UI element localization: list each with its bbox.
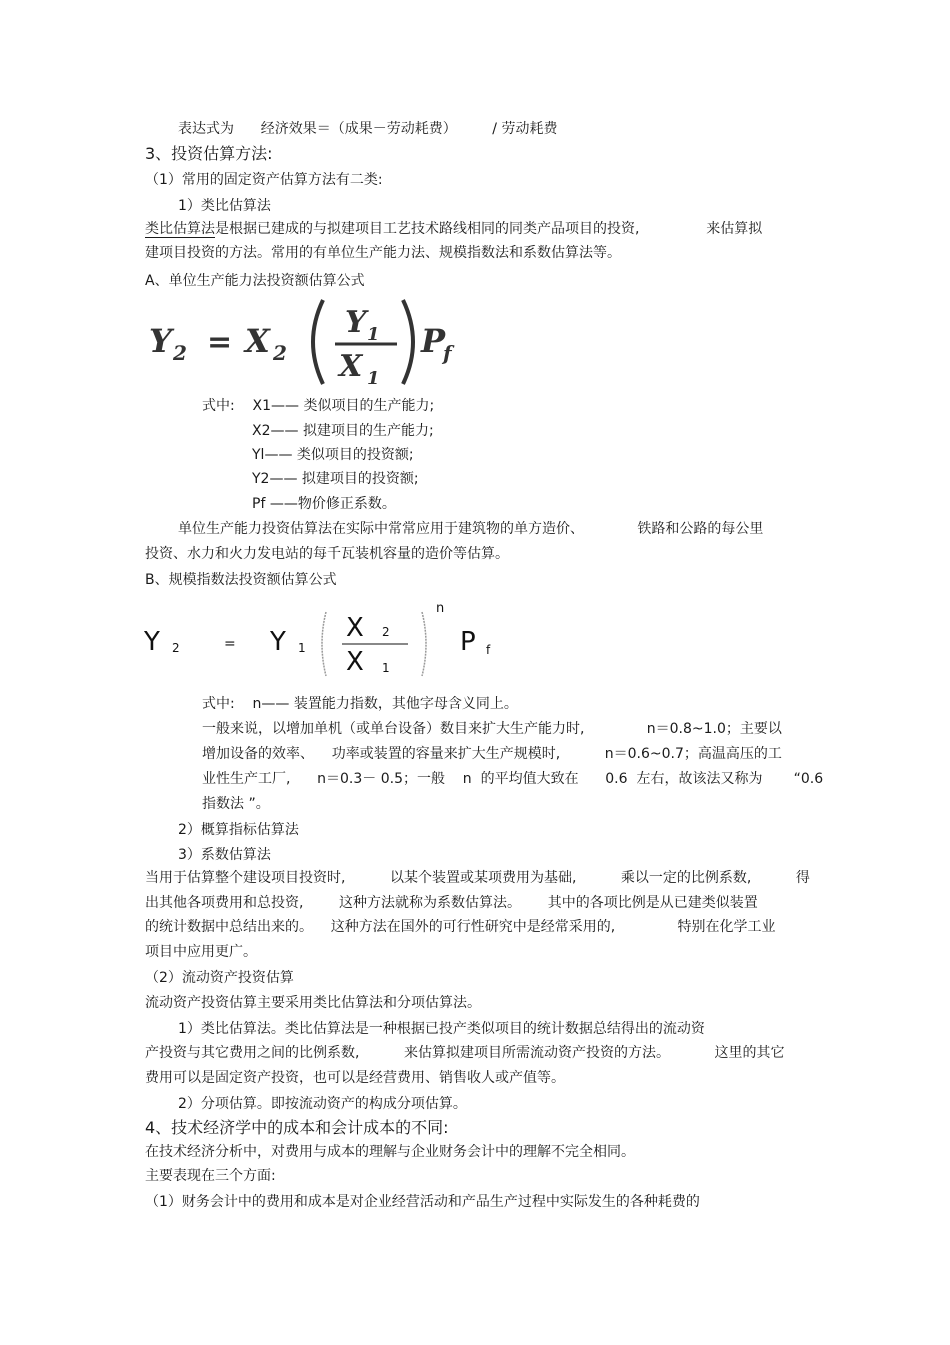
expression-line: 表达式为 经济效果＝（成果－劳动耗费） / 劳动耗费 — [178, 121, 558, 137]
formula-b-den: X — [346, 647, 364, 677]
formula-b-equals: = — [224, 636, 236, 652]
formula-a-num-sub: 1 — [367, 324, 380, 345]
subsection-heading: （1）常用的固定资产估算方法有二类: — [145, 172, 383, 188]
paragraph-line: 一般来说，以增加单机（或单台设备）数目来扩大生产能力时, n＝0.8~1.0；主要以 — [202, 721, 782, 737]
legend-line: Y2—— 拟建项目的投资额; — [252, 471, 419, 487]
formula-a-den: X — [339, 349, 363, 384]
formula-b-num: X — [346, 613, 364, 643]
paragraph-line: 当用于估算整个建设项目投资时, 以某个装置或某项费用为基础, 乘以一定的比例系数, 得 — [145, 870, 810, 886]
term-underlined: 类比估算法 — [145, 221, 215, 237]
paragraph-line: 出其他各项费用和总投资, 这种方法就称为系数估算法。 其中的各项比例是从已建类似装置 — [145, 895, 758, 911]
formula-a-heading: A、单位生产能力法投资额估算公式 — [145, 273, 365, 289]
formula-b-den-sub: 1 — [382, 661, 390, 675]
formula-b-p-sub: f — [486, 643, 491, 657]
formula-a-x-sub: 2 — [273, 341, 287, 365]
formula-b-lhs: Y — [144, 627, 160, 657]
paragraph-line: 增加设备的效率、 功率或装置的容量来扩大生产规模时, n＝0.6~0.7；高温高压的工 — [202, 746, 782, 762]
formula-a-right-paren — [403, 300, 413, 384]
method-heading: 3）系数估算法 — [178, 847, 271, 863]
formula-b-right-paren — [422, 612, 426, 676]
method-heading: 1）类比估算法 — [178, 198, 271, 214]
paragraph-line: 费用可以是固定资产投资，也可以是经营费用、销售收人或产值等。 — [145, 1070, 565, 1086]
formula-a-lhs: Y — [149, 322, 172, 360]
formula-a — [145, 296, 485, 388]
formula-b — [140, 598, 520, 684]
paragraph-text: 是根据已建成的与拟建项目工艺技术路线相同的同类产品项目的投资, 来估算拟 — [215, 221, 763, 237]
formula-a-equals: = — [207, 325, 233, 360]
formula-a-den-sub: 1 — [367, 368, 380, 388]
paragraph-line: （1）财务会计中的费用和成本是对企业经营活动和产品生产过程中实际发生的各种耗费的 — [145, 1194, 700, 1210]
paragraph-line: 流动资产投资估算主要采用类比估算法和分项估算法。 — [145, 995, 481, 1011]
formula-a-p: P — [421, 322, 446, 360]
paragraph-line: 在技术经济分析中，对费用与成本的理解与企业财务会计中的理解不完全相同。 — [145, 1144, 635, 1160]
legend-line: Yl—— 类似项目的投资额; — [252, 447, 414, 463]
formula-b-y-sub: 1 — [298, 641, 306, 655]
legend-line: X2—— 拟建项目的生产能力; — [252, 423, 434, 439]
paragraph-line: 投资、水力和火力发电站的每千瓦装机容量的造价等估算。 — [145, 546, 509, 562]
formula-a-num: Y — [345, 305, 367, 340]
paragraph-line: 产投资与其它费用之间的比例系数, 来估算拟建项目所需流动资产投资的方法。 这里的其它 — [145, 1045, 785, 1061]
formula-b-exp: n — [436, 601, 445, 616]
paragraph-line: 建项目投资的方法。常用的有单位生产能力法、规模指数法和系数估算法等。 — [145, 245, 621, 261]
formula-a-svg — [145, 296, 485, 388]
formula-b-svg — [140, 598, 520, 684]
paragraph-line: 1）类比估算法。类比估算法是一种根据已投产类似项目的统计数据总结得出的流动资 — [178, 1021, 705, 1037]
legend-line: 式中: X1—— 类似项目的生产能力; — [202, 398, 435, 414]
formula-a-lhs-sub: 2 — [173, 341, 187, 365]
formula-b-lhs-sub: 2 — [172, 641, 180, 655]
paragraph-line: 指数法 ”。 — [202, 796, 270, 812]
formula-a-p-sub: f — [443, 341, 452, 365]
legend-line: Pf ——物价修正系数。 — [252, 496, 396, 512]
paragraph-line: 的统计数据中总结出来的。 这种方法在国外的可行性研究中是经常采用的, 特别在化学工业 — [145, 919, 776, 935]
formula-b-p: P — [460, 627, 476, 657]
section-heading-3: 3、投资估算方法: — [145, 144, 273, 163]
paragraph-line — [145, 220, 762, 238]
formula-b-heading: B、规模指数法投资额估算公式 — [145, 572, 337, 588]
paragraph-line: 单位生产能力投资估算法在实际中常常应用于建筑物的单方造价、 铁路和公路的每公里 — [178, 521, 764, 537]
formula-b-left-paren — [322, 612, 326, 676]
legend-line: 式中: n—— 装置能力指数，其他字母含义同上。 — [202, 696, 518, 712]
paragraph-line: 业性生产工厂, n＝0.3－ 0.5；一般 n 的平均值大致在 0.6 左右，故该法又称为 “0.6 — [202, 771, 824, 787]
formula-a-left-paren — [313, 300, 323, 384]
formula-b-y: Y — [270, 627, 286, 657]
paragraph-line: 项目中应用更广。 — [145, 944, 257, 960]
section-heading-4: 4、技术经济学中的成本和会计成本的不同: — [145, 1118, 449, 1137]
method-heading: 2）概算指标估算法 — [178, 822, 299, 838]
paragraph-line: 2）分项估算。即按流动资产的构成分项估算。 — [178, 1096, 467, 1112]
subsection-heading: （2）流动资产投资估算 — [145, 970, 294, 986]
paragraph-line: 主要表现在三个方面: — [145, 1168, 276, 1184]
formula-b-num-sub: 2 — [382, 625, 390, 639]
formula-a-x: X — [245, 322, 270, 360]
